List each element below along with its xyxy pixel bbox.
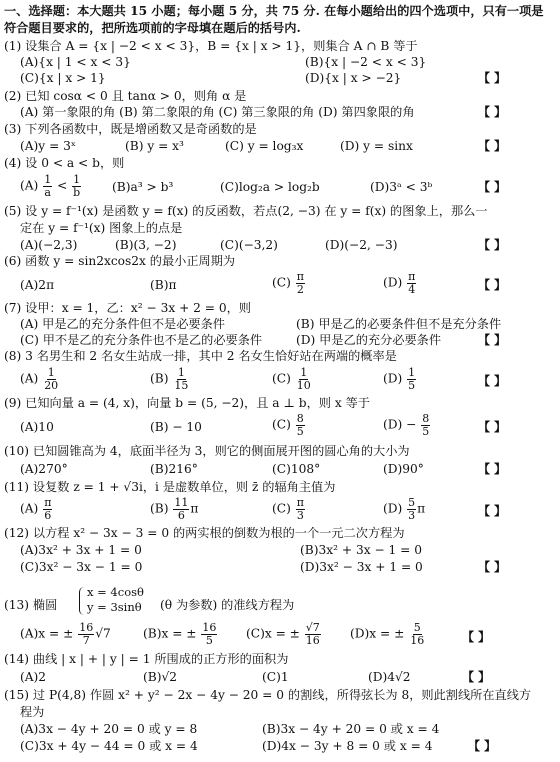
q12-option-c: (C)3x² − 3x − 1 = 0 — [20, 560, 143, 574]
q5-stem-line1: (5) 设 y = f⁻¹(x) 是函数 y = f(x) 的反函数，若点(2, −3) 在 y = f(x) 的图象上，那么一 — [4, 204, 488, 218]
q10-stem: (10) 已知圆锥高为 4，底面半径为 3，则它的侧面展开图的圆心角的大小为 — [4, 444, 410, 458]
q11-option-d: (D) $\frac{5}{3}$ π — [383, 496, 426, 522]
q4-option-d: (D)3ᵃ < 3ᵇ — [370, 180, 433, 194]
q13-eq-y: y = 3sinθ — [87, 600, 142, 614]
q3-option-d: (D) y = sinx — [340, 139, 413, 153]
q11-stem: (11) 设复数 z = 1 + √3i，i 是虚数单位，则 z̄ 的辐角主值为 — [4, 480, 336, 494]
q7-option-c: (C) 甲不是乙的充分条件也不是乙的必要条件 — [20, 333, 263, 347]
q9-option-a: (A)10 — [20, 420, 54, 434]
q13-a-frac: $\frac{16}{7}$ — [79, 621, 94, 647]
q6-stem: (6) 函数 y = sin2xcos2x 的最小正周期为 — [4, 254, 236, 268]
q12-option-d: (D)3x² − 3x + 1 = 0 — [300, 560, 423, 574]
q11-a-frac: $\frac{\pi}{6}$ — [44, 496, 52, 522]
q1-option-d: (D){x | x > −2} — [305, 71, 402, 85]
q2-answer-bracket[interactable]: 【 】 — [478, 105, 507, 119]
q7-option-b: (B) 甲是乙的必要条件但不是充分条件 — [296, 317, 502, 331]
q6-option-d: (D) $\frac{\pi}{4}$ — [383, 270, 416, 296]
q12-answer-bracket[interactable]: 【 】 — [478, 560, 507, 574]
q4-option-b: (B)a³ > b³ — [112, 180, 174, 194]
q12-stem: (12) 以方程 x² − 3x − 3 = 0 的两实根的倒数为根的一个一元二次方程为 — [4, 526, 405, 540]
q8-option-d: (D) $\frac{1}{5}$ — [383, 366, 416, 392]
q6-d-frac: $\frac{\pi}{4}$ — [408, 270, 416, 296]
q4-stem: (4) 设 0 < a < b，则 — [4, 156, 125, 170]
q13-d-frac: $\frac{5}{16}$ — [410, 621, 425, 647]
section-title: 一、选择题 — [4, 4, 65, 18]
q7-option-d: (D) 甲是乙的充分必要条件 — [296, 333, 442, 347]
q15-answer-bracket[interactable]: 【 】 — [468, 739, 497, 753]
section-header-line2: 符合题目要求的，把所选项前的字母填在题后的括号内. — [4, 21, 301, 35]
q4-option-c: (C)log₂a > log₂b — [220, 180, 320, 194]
q8-stem: (8) 3 名男生和 2 名女生站成一排，其中 2 名女生恰好站在两端的概率是 — [4, 349, 397, 363]
q9-stem: (9) 已知向量 a = (4, x)，向量 b = (5, −2)，且 a ⊥ b，则 x 等于 — [4, 396, 370, 410]
q3-option-b: (B) y = x³ — [125, 139, 184, 153]
q1-answer-bracket[interactable]: 【 】 — [478, 71, 507, 85]
q5-answer-bracket[interactable]: 【 】 — [478, 238, 507, 252]
q8-b-frac: $\frac{1}{15}$ — [174, 366, 189, 392]
q5-option-c: (C)(−3,2) — [220, 238, 278, 252]
q7-stem: (7) 设甲：x = 1，乙：x² − 3x + 2 = 0，则 — [4, 301, 251, 315]
q8-d-frac: $\frac{1}{5}$ — [408, 366, 416, 392]
q5-option-d: (D)(−2, −3) — [325, 238, 398, 252]
q5-stem-line2: 定在 y = f⁻¹(x) 图象上的点是 — [20, 221, 183, 235]
section-header-line1: 一、选择题：本大题共 15 小题；每小题 5 分，共 75 分. 在每小题给出的四个选项中，只有一项是 — [4, 4, 544, 18]
q10-option-c: (C)108° — [272, 462, 321, 476]
q13-option-b: (B)x = ± $\frac{16}{5}$ — [143, 621, 217, 647]
q4-a-frac-1: $\frac{1}{a}$ — [44, 173, 52, 199]
q13-answer-bracket[interactable]: 【 】 — [462, 630, 491, 644]
q5-option-a: (A)(−2,3) — [20, 238, 78, 252]
q13-c-frac: $\frac{√7}{16}$ — [305, 621, 320, 647]
q11-d-frac: $\frac{5}{3}$ — [408, 496, 416, 522]
q9-option-c: (C) $\frac{8}{5}$ — [272, 412, 304, 438]
q14-option-c: (C)1 — [262, 670, 289, 684]
q14-option-d: (D)4√2 — [368, 670, 411, 684]
q2-stem: (2) 已知 cosα < 0 且 tanα > 0，则角 α 是 — [4, 89, 247, 103]
q11-c-frac: $\frac{\pi}{3}$ — [296, 496, 304, 522]
q11-option-b: (B) $\frac{11}{6}$ π — [150, 496, 199, 522]
q14-answer-bracket[interactable]: 【 】 — [462, 670, 491, 684]
q6-c-frac: $\frac{\pi}{2}$ — [296, 270, 304, 296]
q9-option-b: (B) − 10 — [150, 420, 202, 434]
q13-stem-prefix: (13) 椭圆 — [4, 598, 58, 612]
q13-option-c: (C)x = ± $\frac{√7}{16}$ — [246, 621, 320, 647]
q8-answer-bracket[interactable]: 【 】 — [478, 374, 507, 388]
q1-option-a: (A){x | 1 < x < 3} — [20, 55, 131, 69]
q8-c-frac: $\frac{1}{10}$ — [296, 366, 311, 392]
q9-c-frac: $\frac{8}{5}$ — [296, 412, 304, 438]
q14-option-a: (A)2 — [20, 670, 47, 684]
q6-option-b: (B)π — [150, 278, 177, 292]
q10-option-a: (A)270° — [20, 462, 68, 476]
q14-stem: (14) 曲线 | x | + | y | = 1 所围成的正方形的面积为 — [4, 652, 289, 666]
q3-option-c: (C) y = log₃x — [225, 139, 304, 153]
q4-answer-bracket[interactable]: 【 】 — [478, 180, 507, 194]
q15-option-d: (D)4x − 3y + 8 = 0 或 x = 4 — [262, 739, 433, 753]
q2-options: (A) 第一象限的角 (B) 第二象限的角 (C) 第三象限的角 (D) 第四象限的角 — [20, 105, 415, 119]
q3-stem: (3) 下列各函数中，既是增函数又是奇函数的是 — [4, 122, 257, 136]
q7-option-a: (A) 甲是乙的充分条件但不是必要条件 — [20, 317, 225, 331]
q12-option-b: (B)3x² + 3x − 1 = 0 — [300, 543, 422, 557]
q9-d-frac: $\frac{8}{5}$ — [422, 412, 430, 438]
q8-option-c: (C) $\frac{1}{10}$ — [272, 366, 311, 392]
q9-answer-bracket[interactable]: 【 】 — [478, 420, 507, 434]
q13-b-frac: $\frac{16}{5}$ — [202, 621, 217, 647]
q15-option-b: (B)3x − 4y + 20 = 0 或 x = 4 — [262, 722, 440, 736]
q15-stem-line1: (15) 过 P(4,8) 作圆 x² + y² − 2x − 4y − 20 = 0 的割线，所得弦长为 8，则此割线所在直线方 — [4, 688, 532, 702]
q15-option-c: (C)3x + 4y − 44 = 0 或 x = 4 — [20, 739, 198, 753]
q5-option-b: (B)(3, −2) — [115, 238, 177, 252]
q12-option-a: (A)3x² + 3x + 1 = 0 — [20, 543, 142, 557]
q15-option-a: (A)3x − 4y + 20 = 0 或 y = 8 — [20, 722, 198, 736]
q11-option-c: (C) $\frac{\pi}{3}$ — [272, 496, 304, 522]
q3-answer-bracket[interactable]: 【 】 — [478, 139, 507, 153]
q3-option-a: (A)y = 3ˣ — [20, 139, 77, 153]
q11-option-a: (A) $\frac{\pi}{6}$ — [20, 496, 52, 522]
q6-option-c: (C) $\frac{\pi}{2}$ — [272, 270, 304, 296]
q10-answer-bracket[interactable]: 【 】 — [478, 462, 507, 476]
q8-option-a: (A) $\frac{1}{20}$ — [20, 366, 59, 392]
q8-option-b: (B) $\frac{1}{15}$ — [150, 366, 189, 392]
q7-answer-bracket[interactable]: 【 】 — [478, 333, 507, 347]
q15-stem-line2: 程为 — [20, 705, 45, 719]
q13-option-a: (A)x = ± $\frac{16}{7}$ √7 — [20, 621, 111, 647]
q6-option-a: (A)2π — [20, 278, 55, 292]
q13-system-brace — [79, 587, 86, 615]
q6-answer-bracket[interactable]: 【 】 — [478, 278, 507, 292]
q11-answer-bracket[interactable]: 【 】 — [478, 504, 507, 518]
q1-stem: (1) 设集合 A = {x | −2 < x < 3}，B = {x | x > 1}，则集合 A ∩ B 等于 — [4, 39, 418, 53]
q8-a-frac: $\frac{1}{20}$ — [44, 366, 59, 392]
q4-a-frac-2: $\frac{1}{b}$ — [73, 173, 81, 199]
q10-option-d: (D)90° — [383, 462, 424, 476]
q14-option-b: (B)√2 — [143, 670, 177, 684]
q11-b-frac: $\frac{11}{6}$ — [174, 496, 189, 522]
q1-option-b: (B){x | −2 < x < 3} — [305, 55, 427, 69]
q4-option-a: (A) $\frac{1}{a}$ < $\frac{1}{b}$ — [20, 173, 81, 199]
q13-eq-x: x = 4cosθ — [87, 585, 144, 599]
q13-stem-suffix: (θ 为参数) 的准线方程为 — [160, 598, 295, 612]
q13-option-d: (D)x = ± $\frac{5}{16}$ — [350, 621, 425, 647]
q1-option-c: (C){x | x > 1} — [20, 71, 106, 85]
q9-option-d: (D) − $\frac{8}{5}$ — [383, 412, 430, 438]
q10-option-b: (B)216° — [150, 462, 198, 476]
